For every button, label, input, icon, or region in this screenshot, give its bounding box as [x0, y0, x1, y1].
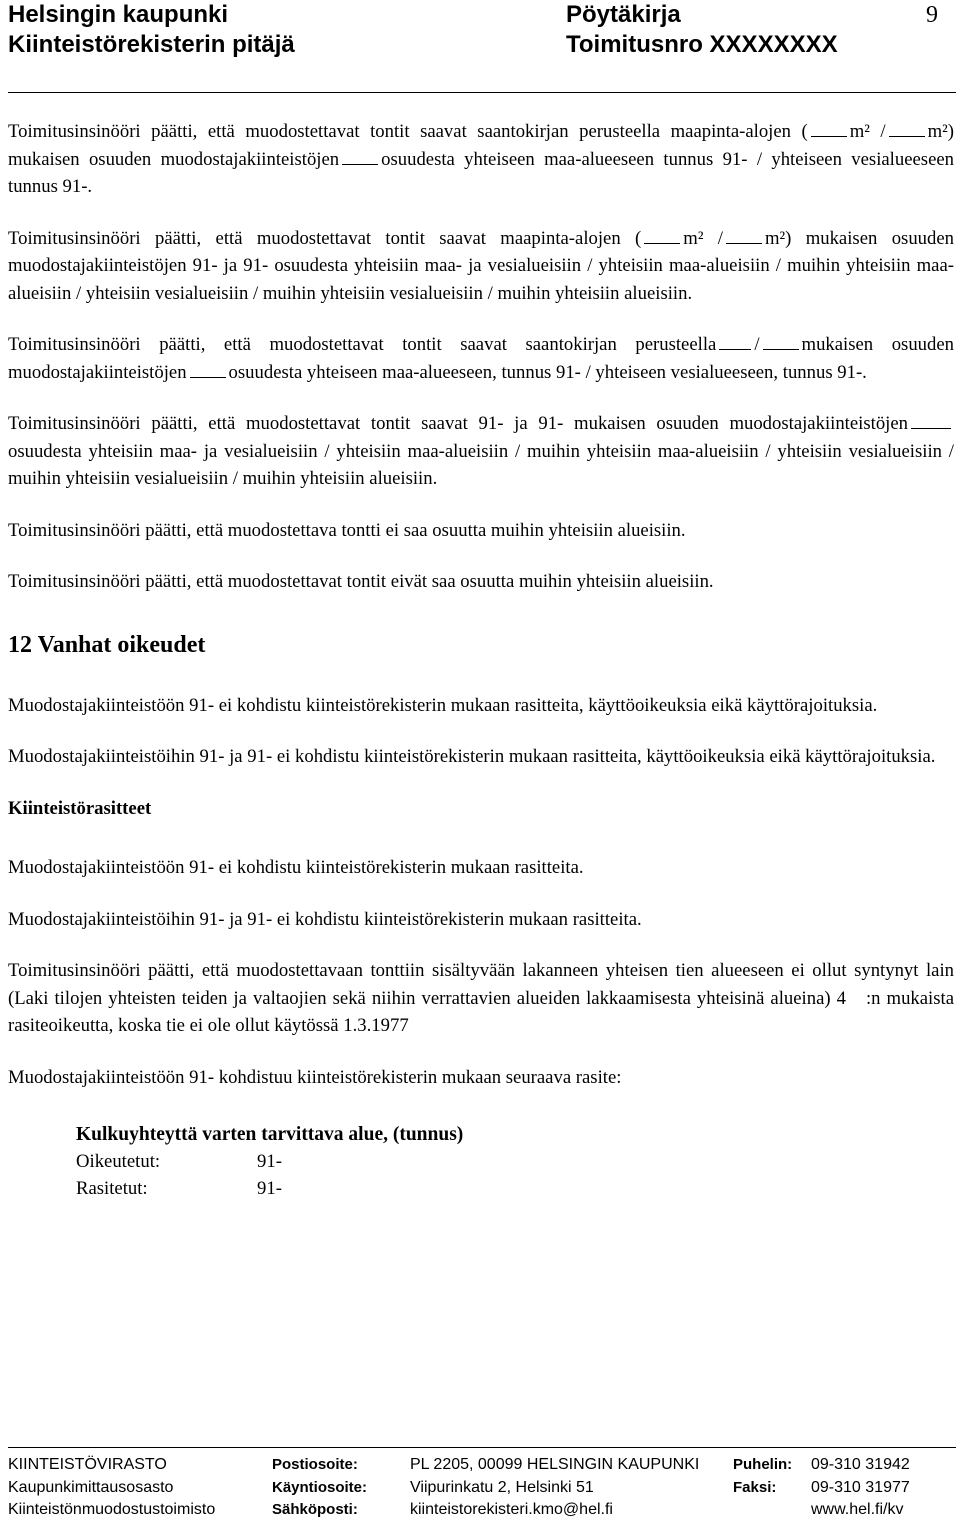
footer-office: KIINTEISTÖVIRASTO: [8, 1456, 167, 1473]
blank-field: [342, 148, 378, 165]
easement-label: Rasitetut:: [76, 1178, 148, 1199]
footer-fax-label: Faksi:: [733, 1478, 777, 1496]
p4-text-a: Toimitusinsinööri päätti, että muodostettavat tontit saavat 91- ja 91- mukaisen osuuden muodostajakiinteistöjen: [8, 413, 908, 434]
p2-text-a: Toimitusinsinööri päätti, että muodostettavat tontit saavat maapinta-alojen (: [8, 227, 642, 249]
paragraph-5: Toimitusinsinööri päätti, että muodostettava tontti ei saa osuutta muihin yhteisiin alueisiin.: [8, 519, 686, 541]
subsection-heading: Kiinteistörasitteet: [8, 797, 152, 819]
header-doc-type: Pöytäkirja: [566, 1, 681, 28]
footer-spacer: [733, 1499, 811, 1522]
document-body: [8, 118, 954, 1202]
p3-text-d: osuudesta yhteiseen maa-alueeseen, tunnus 91- / yhteiseen vesialueeseen, tunnus 91-.: [228, 361, 867, 383]
paragraph-2: [8, 225, 954, 308]
section-paragraph-3: Muodostajakiinteistöön 91- ei kohdistu kiinteistörekisterin mukaan rasitteita.: [8, 857, 584, 878]
footer-email-label: Sähköposti:: [272, 1501, 358, 1518]
paragraph-6: Toimitusinsinööri päätti, että muodostettavat tontit eivät saa osuutta muihin yhteisiin alueisiin.: [8, 571, 714, 592]
section-paragraph-4: Muodostajakiinteistöihin 91- ja 91- ei kohdistu kiinteistörekisterin mukaan rasitteita.: [8, 908, 642, 930]
p3-text-a: Toimitusinsinööri päätti, että muodostettavat tontit saavat saantokirjan perusteella: [8, 334, 717, 355]
p2-text-b: m² /: [683, 227, 723, 249]
s5-text-a: Toimitusinsinööri päätti, että muodostettavaan tonttiin sisältyvään lakanneen yhteisen tien alueeseen ei ollut syntynyt lain (Laki tilojen yhteisten teiden ja valtaojien sekä niihin verrattavien alueiden lakkaamisesta yhteisinä alueina) 4: [8, 960, 954, 1009]
paragraph-4: [8, 410, 954, 493]
section-paragraph-1: Muodostajakiinteistöön 91- ei kohdistu kiinteistörekisterin mukaan rasitteita, käyttöoikeuksia eikä käyttörajoituksia.: [8, 694, 878, 716]
blank-field: [911, 412, 951, 429]
p1-text-c: m²) mukaisen osuuden muodostajakiinteistöjen: [8, 121, 954, 170]
p1-text-a: Toimitusinsinööri päätti, että muodostettavat tontit saavat saantokirjan perusteella maapinta-alojen (: [8, 121, 808, 142]
easement-label: Oikeutetut:: [76, 1151, 161, 1172]
p3-text-b: /: [754, 334, 760, 355]
s5-text-b: :n mukaista rasiteoikeutta, koska tie ei ole ollut käytössä 1.3.1977: [8, 987, 954, 1036]
section-paragraph-5: [8, 957, 954, 1040]
page-number: 9: [926, 2, 938, 28]
footer-row: [8, 1499, 954, 1522]
paragraph-1: [8, 118, 954, 201]
footer-postal-label: Postiosoite:: [272, 1456, 358, 1473]
section-paragraph-6: Muodostajakiinteistöön 91- kohdistuu kiinteistörekisterin mukaan seuraava rasite:: [8, 1066, 622, 1088]
footer-phone: 09-310 31942: [811, 1456, 910, 1473]
paragraph-3: [8, 331, 954, 386]
easement-value: 91-: [257, 1178, 282, 1199]
blank-field: [763, 333, 799, 350]
blank-field: [644, 227, 680, 244]
footer-email-link[interactable]: kiinteistorekisteri.kmo@hel.fi: [410, 1501, 613, 1518]
header-role: Kiinteistörekisterin pitäjä: [8, 31, 295, 58]
p1-text-b: m² /: [849, 121, 886, 142]
footer-unit: Kaupunkimittausosasto: [8, 1478, 174, 1496]
footer-phone-label: Puhelin:: [733, 1456, 793, 1473]
p1-text-d: osuudesta yhteiseen maa-alueeseen tunnus 91- / yhteiseen vesialueeseen tunnus 91-.: [8, 148, 955, 197]
p3-text-c: mukaisen osuuden muodostajakiinteistöjen: [8, 334, 955, 383]
easement-title: Kulkuyhteyttä varten tarvittava alue, (tunnus): [76, 1124, 464, 1145]
footer-subunit: Kiinteistönmuodostustoimisto: [8, 1501, 216, 1518]
footer-row: [8, 1477, 954, 1500]
footer-web-link[interactable]: www.hel.fi/kv: [811, 1501, 904, 1518]
footer-rule: [8, 1447, 956, 1448]
header-procedure-number: Toimitusnro XXXXXXXX: [566, 31, 838, 58]
footer: [8, 1454, 954, 1522]
header-org: Helsingin kaupunki: [8, 1, 229, 28]
p4-text-b: osuudesta yhteisiin maa- ja vesialueisiin / yhteisiin maa-alueisiin / muihin yhteisiin maa-alueisiin / yhteisiin vesialueisiin / muihin yhteisiin vesialueisiin / muihin yhteisiin alueisiin.: [8, 440, 954, 489]
blank-field: [719, 333, 751, 350]
easement-value: 91-: [257, 1151, 282, 1172]
footer-row: [8, 1454, 954, 1477]
footer-fax: 09-310 31977: [811, 1478, 910, 1496]
p2-text-c: m²) mukaisen osuuden muodostajakiinteistöjen 91- ja 91- osuudesta yhteisiin maa- ja vesialueisiin / yhteisiin maa-alueisiin / muihin yhteisiin maa-alueisiin / yhteisiin vesialueisiin / muihin yhteisiin vesialueisiin / muihin yhteisiin alueisiin.: [8, 227, 954, 304]
blank-field: [811, 120, 847, 137]
header-rule: [8, 92, 956, 93]
blank-field: [726, 227, 762, 244]
footer-postal-address: PL 2205, 00099 HELSINGIN KAUPUNKI: [410, 1456, 700, 1473]
easement-row: [76, 1175, 954, 1202]
section-sign-space: [849, 988, 863, 1004]
footer-visit-address: Viipurinkatu 2, Helsinki 51: [410, 1478, 594, 1496]
blank-field: [889, 120, 925, 137]
easement-block: [76, 1121, 954, 1202]
footer-visit-label: Käyntiosoite:: [272, 1478, 368, 1496]
blank-field: [190, 361, 226, 378]
section-heading: 12 Vanhat oikeudet: [8, 631, 206, 658]
section-paragraph-2: Muodostajakiinteistöihin 91- ja 91- ei kohdistu kiinteistörekisterin mukaan rasitteita, käyttöoikeuksia eikä käyttörajoituksia.: [8, 746, 936, 767]
easement-row: [76, 1148, 954, 1175]
